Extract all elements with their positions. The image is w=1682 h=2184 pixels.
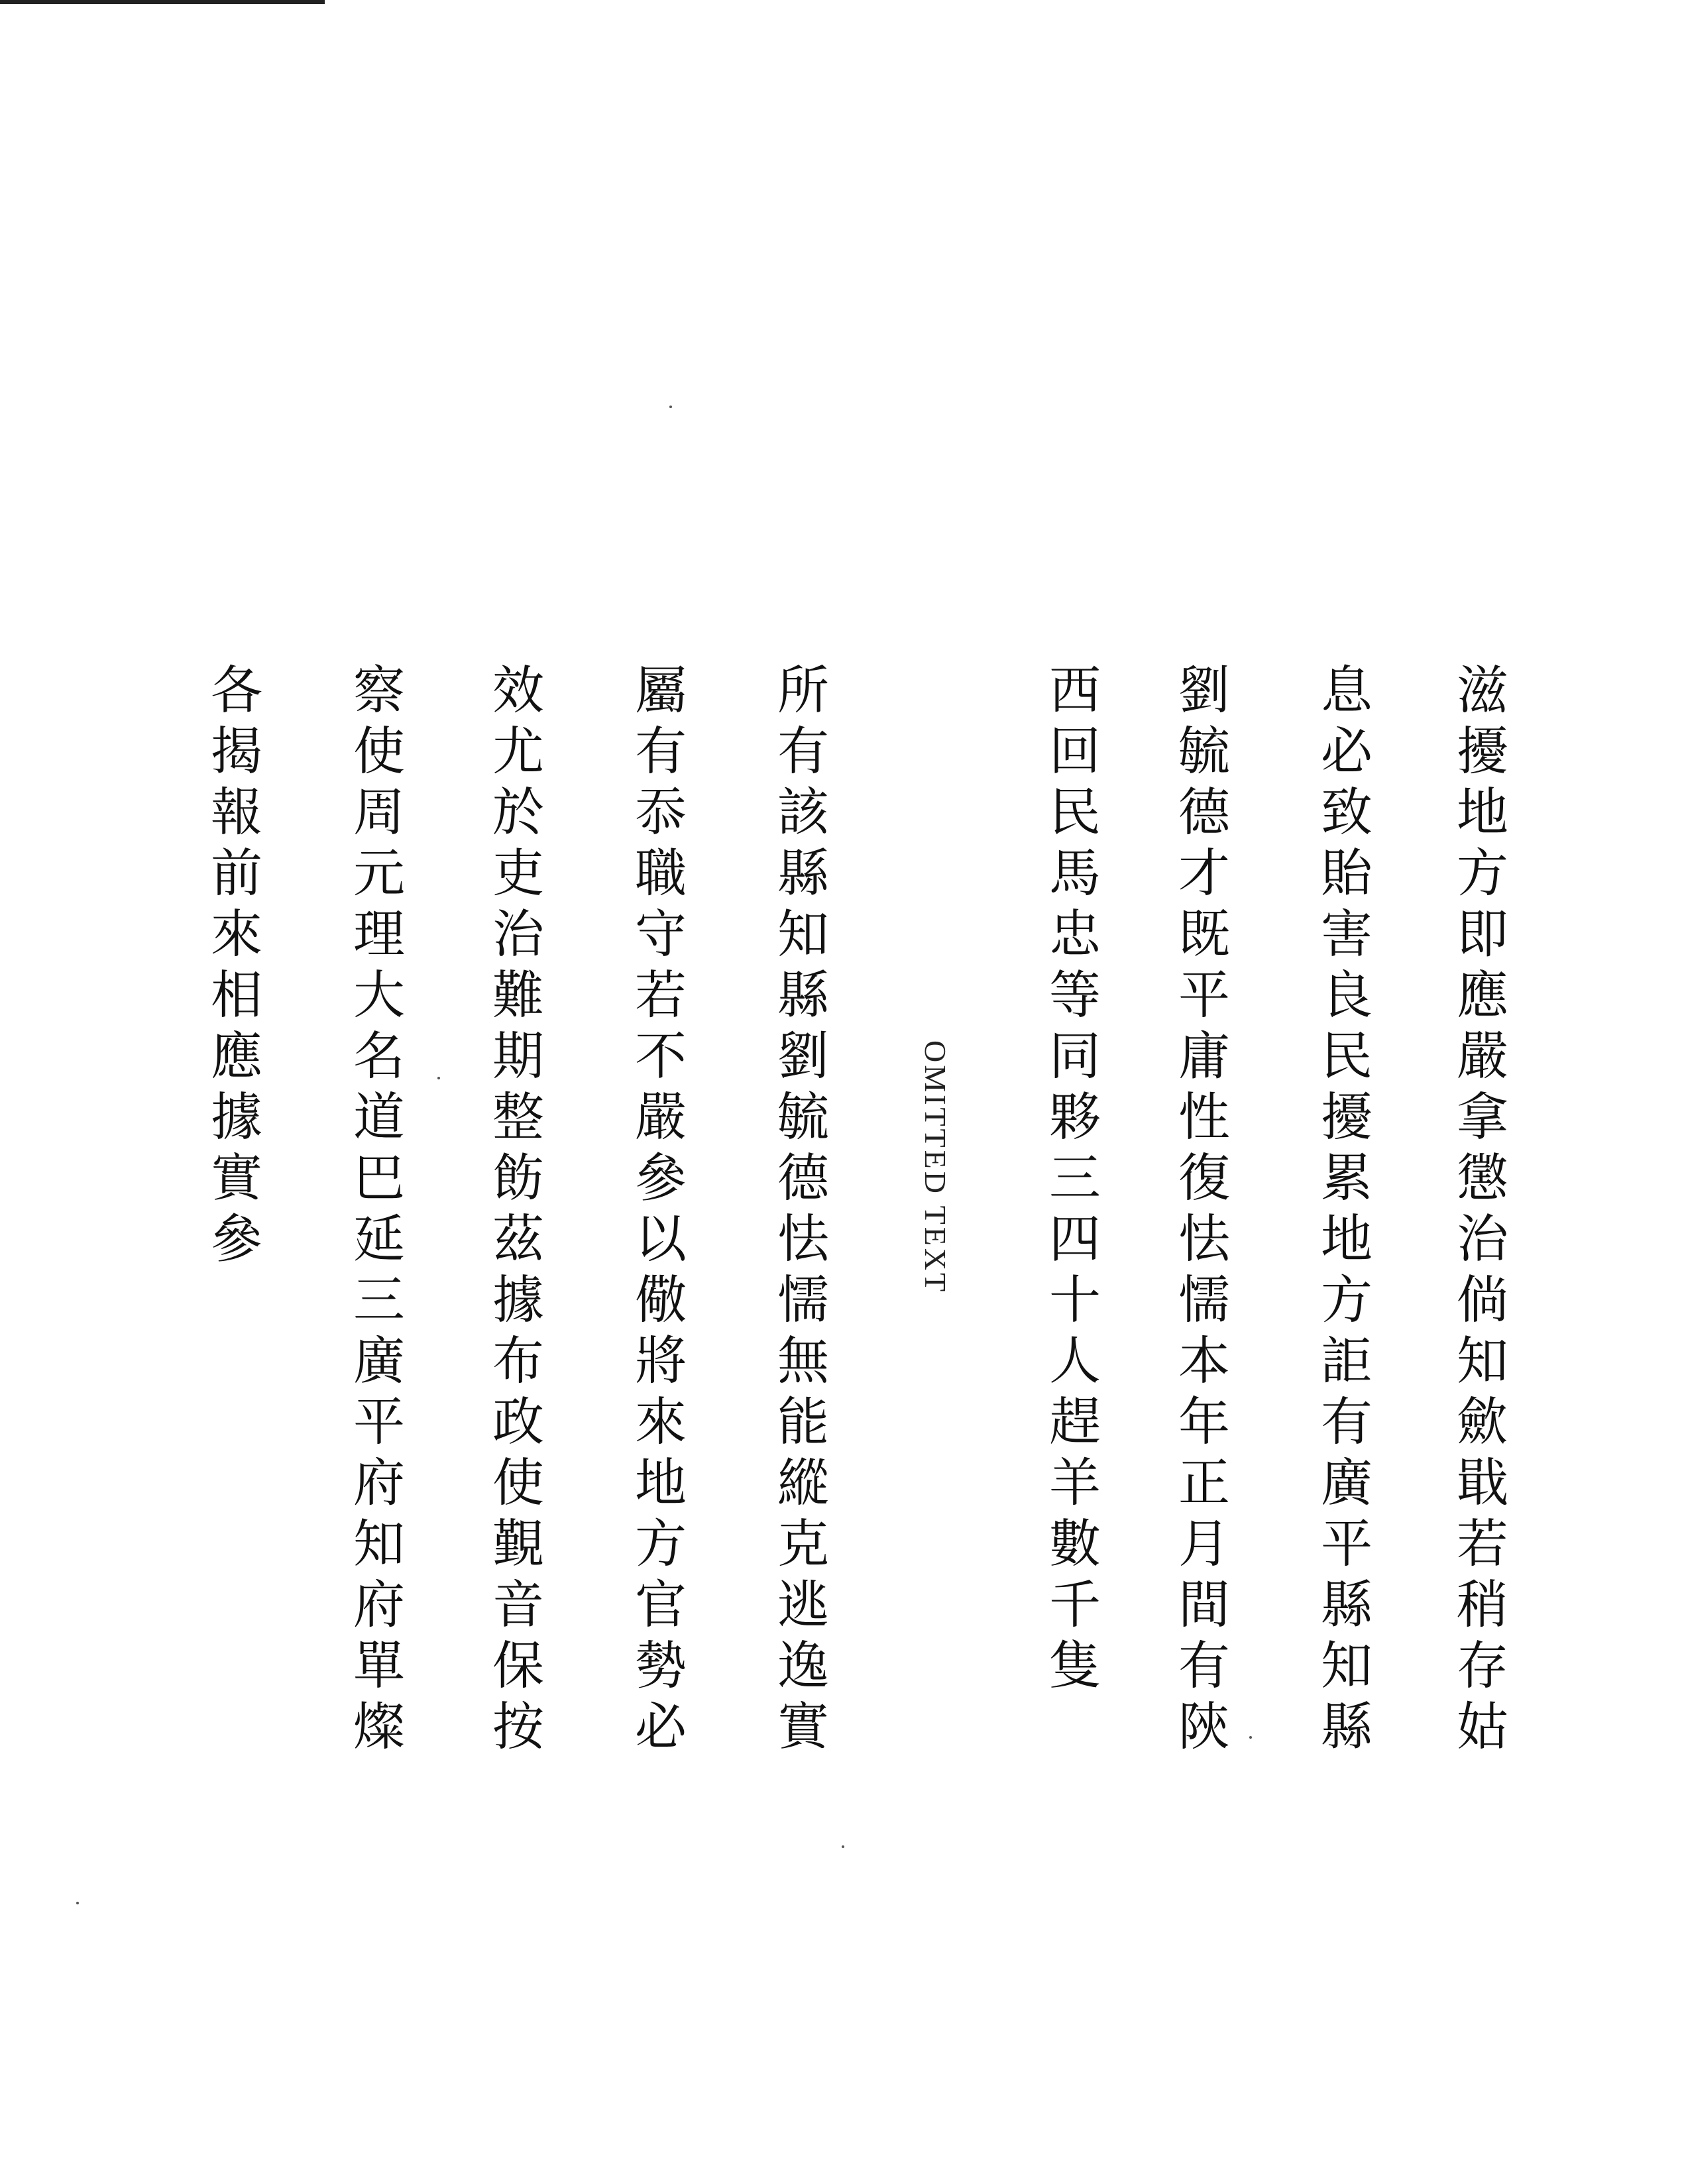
text-column-3: 劉毓德才既平庸性復怯懦本年正月間有陝 <box>1170 663 1229 1760</box>
omitted-text-note: OMITTED TEXT <box>919 1040 952 1295</box>
scan-speck <box>842 1845 844 1848</box>
scan-speck <box>1249 1736 1252 1739</box>
text-column-5: 所有該縣知縣劉毓德怯懦無能縱克逃逸實 <box>769 663 828 1760</box>
scan-speck <box>669 406 672 408</box>
text-column-1: 滋擾地方即應嚴拿懲治倘知歛戢若稍存姑 <box>1448 663 1508 1760</box>
text-column-4: 西回民馬忠等同夥三四十人趕羊數千隻 <box>1040 663 1100 1699</box>
text-column-9: 各揭報前來相應據實參 <box>202 663 262 1272</box>
text-column-6: 屬有忝職守若不嚴參以儆將來地方官勢必 <box>626 663 686 1760</box>
text-column-8: 察使周元理大名道巴延三廣平府知府單燦 <box>345 663 404 1760</box>
text-column-7: 效尤於吏治難期整飭茲據布政使覲音保按 <box>484 663 543 1760</box>
text-column-2: 息必致貽害良民擾累地方詎有廣平縣知縣 <box>1312 663 1372 1760</box>
scan-speck <box>76 1902 79 1904</box>
scan-edge-mark <box>0 0 325 4</box>
scan-speck <box>437 1077 440 1079</box>
